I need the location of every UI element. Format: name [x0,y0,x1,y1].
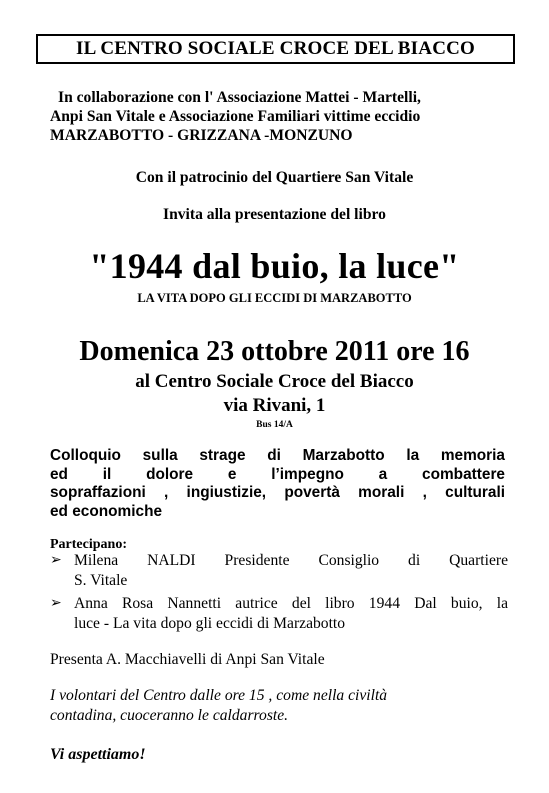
volunteers-line: I volontari del Centro dalle ore 15 , come nella civiltà [50,687,388,704]
presenter-text: Presenta A. Macchiavelli di Anpi San Vitale [50,651,325,668]
book-subtitle: LA VITA DOPO GLI ECCIDI DI MARZABOTTO [137,291,412,305]
header-title-box [36,34,515,64]
participant-line: S. Vitale [74,571,128,589]
participants-list [50,551,508,637]
participant-line: Milena NALDI Presidente Consiglio di Quartiere [74,552,508,569]
header-title: IL CENTRO SOCIALE CROCE DEL BIACCO [75,38,476,59]
colloquium-block [50,447,505,521]
book-title: "1944 dal buio, la luce" [89,246,460,286]
event-venue: al Centro Sociale Croce del Biacco [135,371,414,392]
event-bus: Bus 14/A [256,420,293,430]
patronage-text: Con il patrocinio del Quartiere San Vitale [135,169,414,186]
volunteers-block [50,686,490,726]
arrowhead-bullet-icon: ➢ [50,552,62,568]
participant-line: luce - La vita dopo gli eccidi di Marzabotto [74,614,346,632]
collaboration-line: Anpi San Vitale e Associazione Familiari vittime eccidio [50,108,421,125]
collaboration-block [50,88,520,145]
invitation-text: Invita alla presentazione del libro [163,206,386,223]
collaboration-line: In collaborazione con l' Associazione Mattei - Martelli, [58,89,421,106]
participant-line: Anna Rosa Nannetti autrice del libro 1944 Dal buio, la [74,595,508,612]
colloquium-line: sopraffazioni , ingiustizie, povertà morali , culturali [50,484,505,501]
collaboration-line: MARZABOTTO - GRIZZANA -MONZUNO [50,127,353,144]
arrowhead-bullet-icon: ➢ [50,595,62,611]
colloquium-line: ed il dolore e l’impegno a combattere [50,465,505,483]
closing-text: Vi aspettiamo! [50,746,146,763]
event-street: via Rivani, 1 [223,395,326,416]
colloquium-line: Colloquio sulla strage di Marzabotto la memoria [50,447,505,464]
participants-label: Partecipano: [50,537,127,552]
participant-item [50,594,508,633]
volunteers-line: contadina, cuoceranno le caldarroste. [50,707,289,724]
event-date: Domenica 23 ottobre 2011 ore 16 [79,336,470,367]
colloquium-line: ed economiche [50,502,163,520]
participant-item [50,551,508,590]
